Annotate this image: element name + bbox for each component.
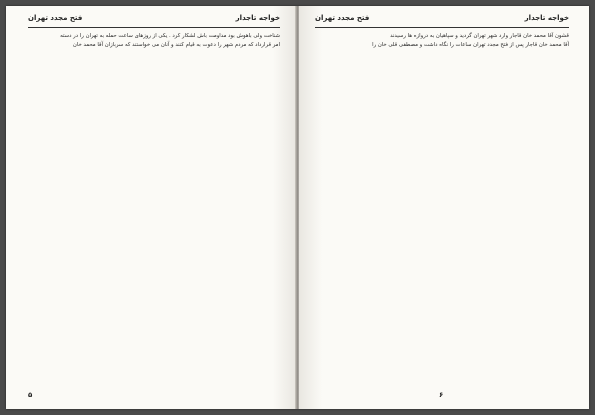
left-header-rule [28,27,280,28]
left-paragraph-1: شناخت ولی باهوش بود مداومت باش لشکار کرد . یکی از روزهای ساعت حمله به تهران را در دسته [60,33,280,39]
right-page-body [315,32,569,388]
left-paragraph-2: امر قرارداد که مردم شهر را دعوت به قیام کنند و آنان می خواستند که سربازان آقا محمد خان [72,41,280,48]
book-spread [6,6,589,409]
left-page-header [28,14,280,26]
left-page-number: ۵ [28,391,33,399]
right-paragraph-1: قشون آقا محمد خان قاجار وارد شهر تهران گردید و سپاهیان به دروازه ها رسیدند [390,33,569,39]
right-page-number: ۶ [439,391,444,399]
right-header-title: فتح مجدد تهران [315,14,370,22]
right-page [299,6,589,409]
left-page-body [28,32,280,388]
right-header-book: خواجه تاجدار [524,14,569,22]
left-header-title: فتح مجدد تهران [28,14,83,22]
right-page-header [315,14,569,26]
right-header-rule [315,27,569,28]
left-header-book: خواجه تاجدار [235,14,280,22]
right-paragraph-2: آقا محمد خان قاجار پس از فتح مجدد تهران ساعات را نگاه داشت و مصطفی قلی خان را [372,41,569,48]
left-page [6,6,296,409]
